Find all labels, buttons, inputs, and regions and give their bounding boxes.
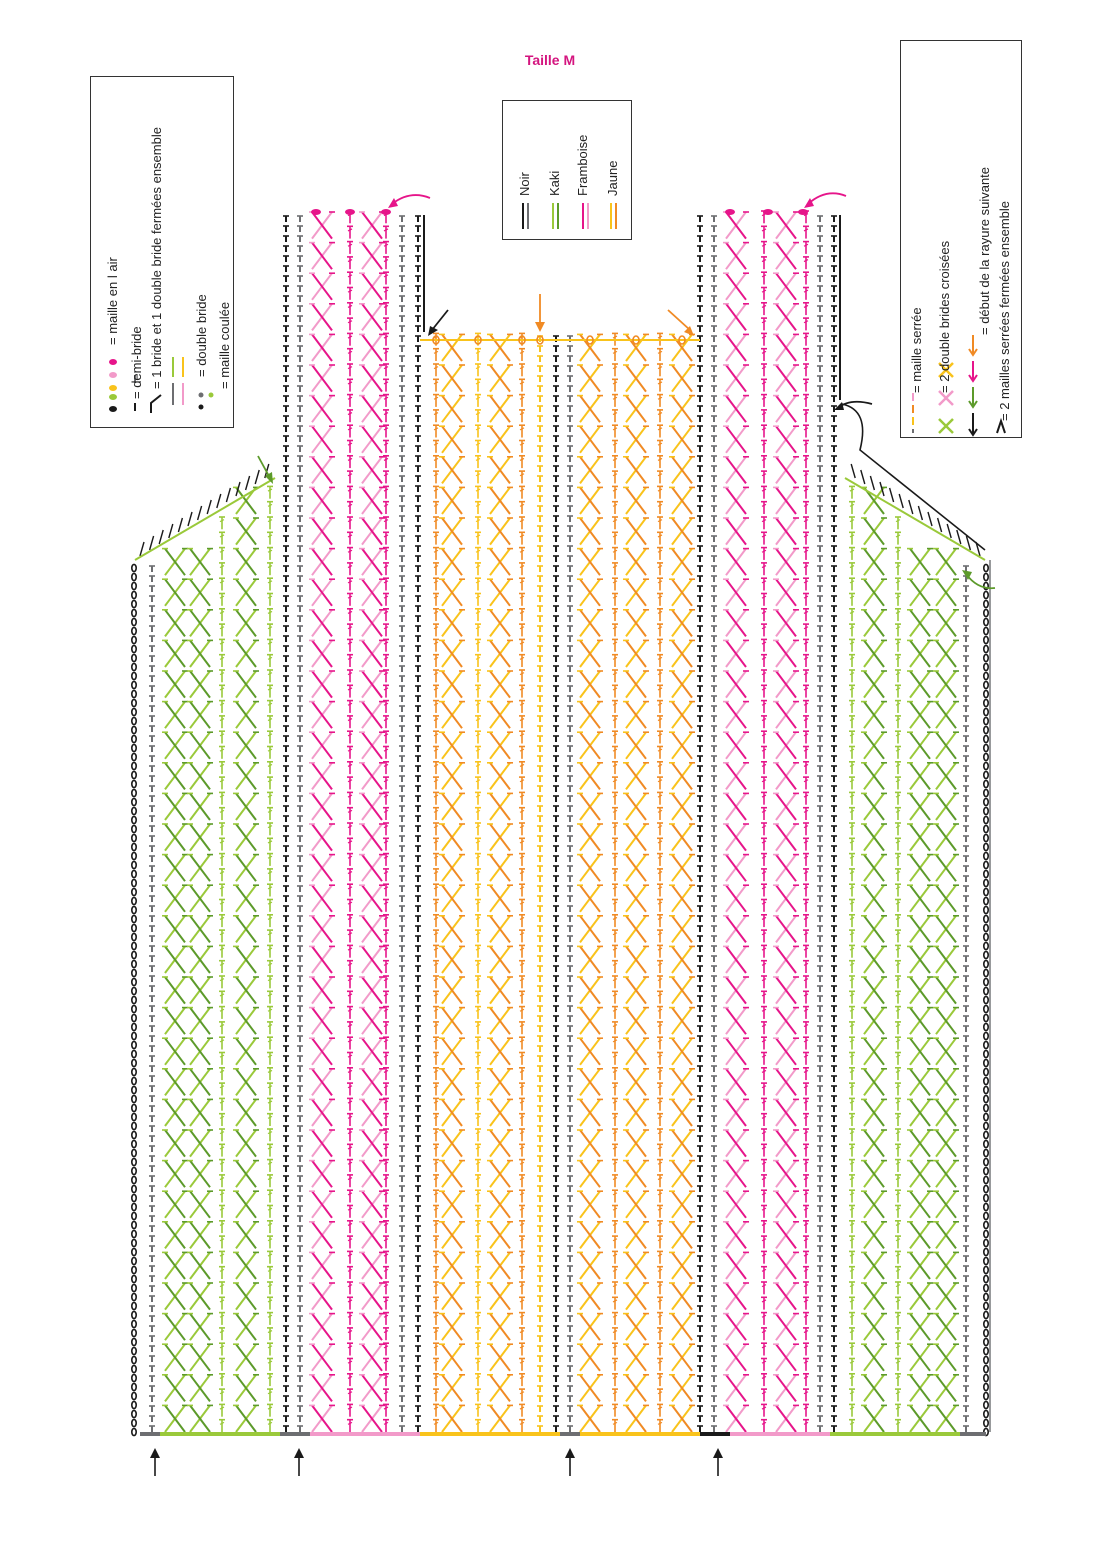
stitch-column [817, 216, 823, 1432]
start-arrow-icon [294, 1448, 304, 1476]
stripe-start-arrow-icon [969, 335, 977, 435]
color-legend [502, 100, 632, 240]
stitch-column [623, 334, 649, 1432]
slip-stitch-icon [199, 393, 214, 410]
stitch-column [984, 564, 988, 1435]
stitch-column [267, 486, 273, 1432]
stitch-column [309, 212, 335, 1432]
stitch-column [761, 211, 767, 1432]
stitch-column [711, 216, 717, 1432]
stitch-column [612, 333, 618, 1432]
stitch-column [399, 216, 405, 1432]
start-arrow-icon [150, 1448, 160, 1476]
sc2tog-icon [997, 421, 1005, 433]
stitch-column [475, 333, 481, 1432]
stitch-column [553, 336, 559, 1432]
stitch-column [657, 333, 663, 1432]
stitch-column [963, 566, 969, 1432]
color-legend-jaune: Jaune [605, 160, 620, 196]
stitch-column [895, 517, 901, 1432]
stitch-column [415, 216, 421, 1432]
stripe-start-arrow-icon [668, 310, 694, 336]
legend-stripe-start-label: = début de la rayure suivante [977, 166, 992, 335]
stitch-legend-right [900, 40, 1022, 438]
stitch-column [933, 549, 959, 1432]
legend-slip-label: = maille coulée [217, 301, 232, 389]
stitch-column [359, 212, 385, 1432]
stitch-column [149, 566, 155, 1432]
stitch-column [439, 334, 465, 1432]
strap-top-rows [311, 209, 990, 1432]
legend-sc2tog-label: = 2 mailles serrées fermées ensemble [997, 200, 1012, 421]
legend-crossed-label: = 2 double brides croisées [937, 240, 952, 393]
double-treble-icon [173, 357, 183, 405]
page-title: Taille M [524, 52, 576, 68]
start-arrow-icon [713, 1448, 723, 1476]
legend-chain-label: = maille en l air [105, 257, 120, 345]
stitch-column [723, 212, 749, 1432]
stripe-start-arrow-icon [428, 310, 448, 336]
stripe-start-arrow-icon [388, 195, 430, 208]
stitch-column [537, 336, 543, 1432]
stitch-column [669, 334, 695, 1432]
stitch-column [283, 216, 289, 1432]
chain-stitch-icon [109, 359, 117, 412]
color-legend-framboise: Framboise [575, 134, 590, 196]
legend-dtr-label: = double bride [194, 294, 209, 377]
stitch-column [187, 549, 213, 1432]
stitch-column [162, 549, 188, 1432]
stitch-column [383, 211, 389, 1432]
stitch-column [577, 334, 603, 1432]
legend-hdc-label: = demi-bride [129, 326, 144, 399]
stripe-start-arrow-icon [804, 193, 846, 208]
stitch-column [233, 487, 259, 1432]
stitch-column [773, 212, 799, 1432]
stitch-column [219, 517, 225, 1432]
stitch-column [519, 333, 525, 1432]
color-legend-noir: Noir [517, 172, 532, 196]
stitch-column [849, 486, 855, 1432]
stitch-column [487, 334, 513, 1432]
armhole-shaping [135, 404, 985, 560]
legend-sc-label: = maille serrée [909, 307, 924, 393]
dc-dtr-together-icon [151, 395, 161, 413]
stitch-column [861, 487, 887, 1432]
color-legend-kaki: Kaki [547, 170, 562, 196]
stitch-legend-left [90, 76, 234, 428]
stitch-column [297, 216, 303, 1432]
start-arrow-icon [565, 1448, 575, 1476]
stitch-column [347, 211, 353, 1432]
stitch-column [132, 564, 136, 1435]
stitch-column [803, 211, 809, 1432]
stitch-column [567, 336, 573, 1432]
stitch-column [433, 333, 439, 1432]
stripe-start-arrow-icon [258, 456, 273, 484]
stitch-column [907, 549, 933, 1432]
stitch-columns [132, 211, 988, 1436]
stripe-start-arrow-icon [535, 294, 545, 332]
start-arrows [150, 1448, 723, 1476]
stitch-column [831, 216, 837, 1432]
stitch-column [697, 216, 703, 1432]
legend-dc-dtr-label: = 1 bride et 1 double bride fermées ensemble [149, 127, 164, 389]
